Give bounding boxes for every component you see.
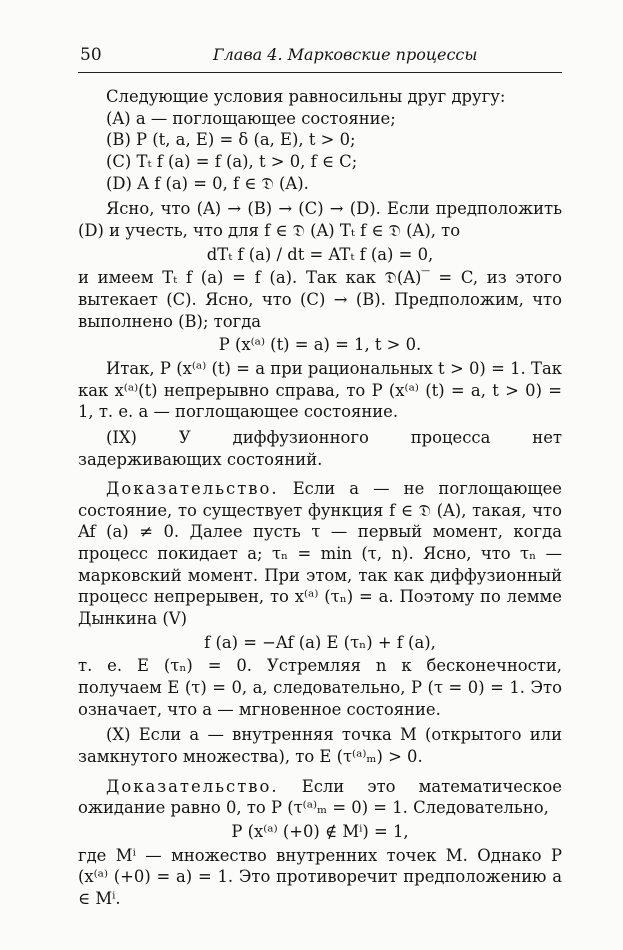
- equation-2: P (x⁽ᵃ⁾ (t) = a) = 1, t > 0.: [218, 335, 422, 355]
- condition-c: (C) Tₜ f (a) = f (a), t > 0, f ∈ C;: [106, 151, 358, 171]
- page-number: 50: [80, 45, 102, 65]
- proof-x-text: Если это математическое ожидание равно 0, то P (τ⁽ᵃ⁾ₘ = 0) = 1. Следовательно,: [78, 776, 562, 818]
- proof-label: Доказательство.: [106, 479, 279, 499]
- intro-text: Следующие условия равносильны друг другу:: [106, 87, 506, 106]
- proof-label-2: Доказательство.: [106, 776, 279, 796]
- running-header: Глава 4. Марковские процессы: [213, 45, 478, 64]
- theorem-ix: (IX) У диффузионного процесса нет задерживающих состояний.: [78, 427, 562, 469]
- paragraph-4: т. е. E (τₙ) = 0. Устремляя n к бесконечности, получаем E (τ) = 0, а, следовательно, P (τ = 0) = 1. Это означает, что a — мгновенное состояние.: [78, 656, 562, 719]
- paragraph-2: и имеем Tₜ f (a) = f (a). Так как 𝔇(A)‾ = C, из этого вытекает (C). Ясно, что (C) → (B). Предположим, что выполнено (B); тогда: [78, 268, 562, 331]
- paragraph-5: где Mⁱ — множество внутренних точек M. Однако P (x⁽ᵃ⁾ (+0) = a) = 1. Это противоречит предположению a ∈ Mⁱ.: [78, 845, 562, 908]
- proof-ix-text: Если a — не поглощающее состояние, то существует функция f ∈ 𝔇 (A), такая, что Af (a) ≠ 0. Далее пусть τ — первый момент, когда процесс покидает a; τₙ = min (τ, n). Ясно, что τₙ — марковский момент. При этом, так как диффузионный процесс непрерывен, то x⁽ᵃ⁾ (τₙ) = a. Поэтому по лемме Дынкина (V): [78, 479, 563, 629]
- paragraph-3: Итак, P (x⁽ᵃ⁾ (t) = a при рациональных t > 0) = 1. Так как x⁽ᵃ⁾(t) непрерывно справа, то P (x⁽ᵃ⁾ (t) = a, t > 0) = 1, т. е. a — поглощающее состояние.: [78, 358, 562, 422]
- proof-ix: [78, 478, 562, 630]
- proof-x: [78, 776, 562, 819]
- equation-1: dTₜ f (a) / dt = ATₜ f (a) = 0,: [206, 244, 434, 264]
- header-rule: [78, 72, 562, 73]
- equation-4: P (x⁽ᵃ⁾ (+0) ∉ Mⁱ) = 1,: [231, 822, 409, 841]
- page-body: [78, 86, 562, 910]
- paragraph-1: Ясно, что (A) → (B) → (C) → (D). Если предположить (D) и учесть, что для f ∈ 𝔇 (A) Tₜ f ∈ 𝔇 (A), то: [78, 199, 562, 240]
- equation-3: f (a) = −Af (a) E (τₙ) + f (a),: [204, 632, 436, 652]
- condition-d: (D) A f (a) = 0, f ∈ 𝔇 (A).: [106, 173, 309, 193]
- condition-b: (B) P (t, a, E) = δ (a, E), t > 0;: [106, 130, 356, 150]
- theorem-x: (X) Если a — внутренняя точка M (открытого или замкнутого множества), то E (τ⁽ᵃ⁾ₘ) > 0.: [78, 725, 562, 767]
- condition-a: (A) a — поглощающее состояние;: [106, 108, 396, 128]
